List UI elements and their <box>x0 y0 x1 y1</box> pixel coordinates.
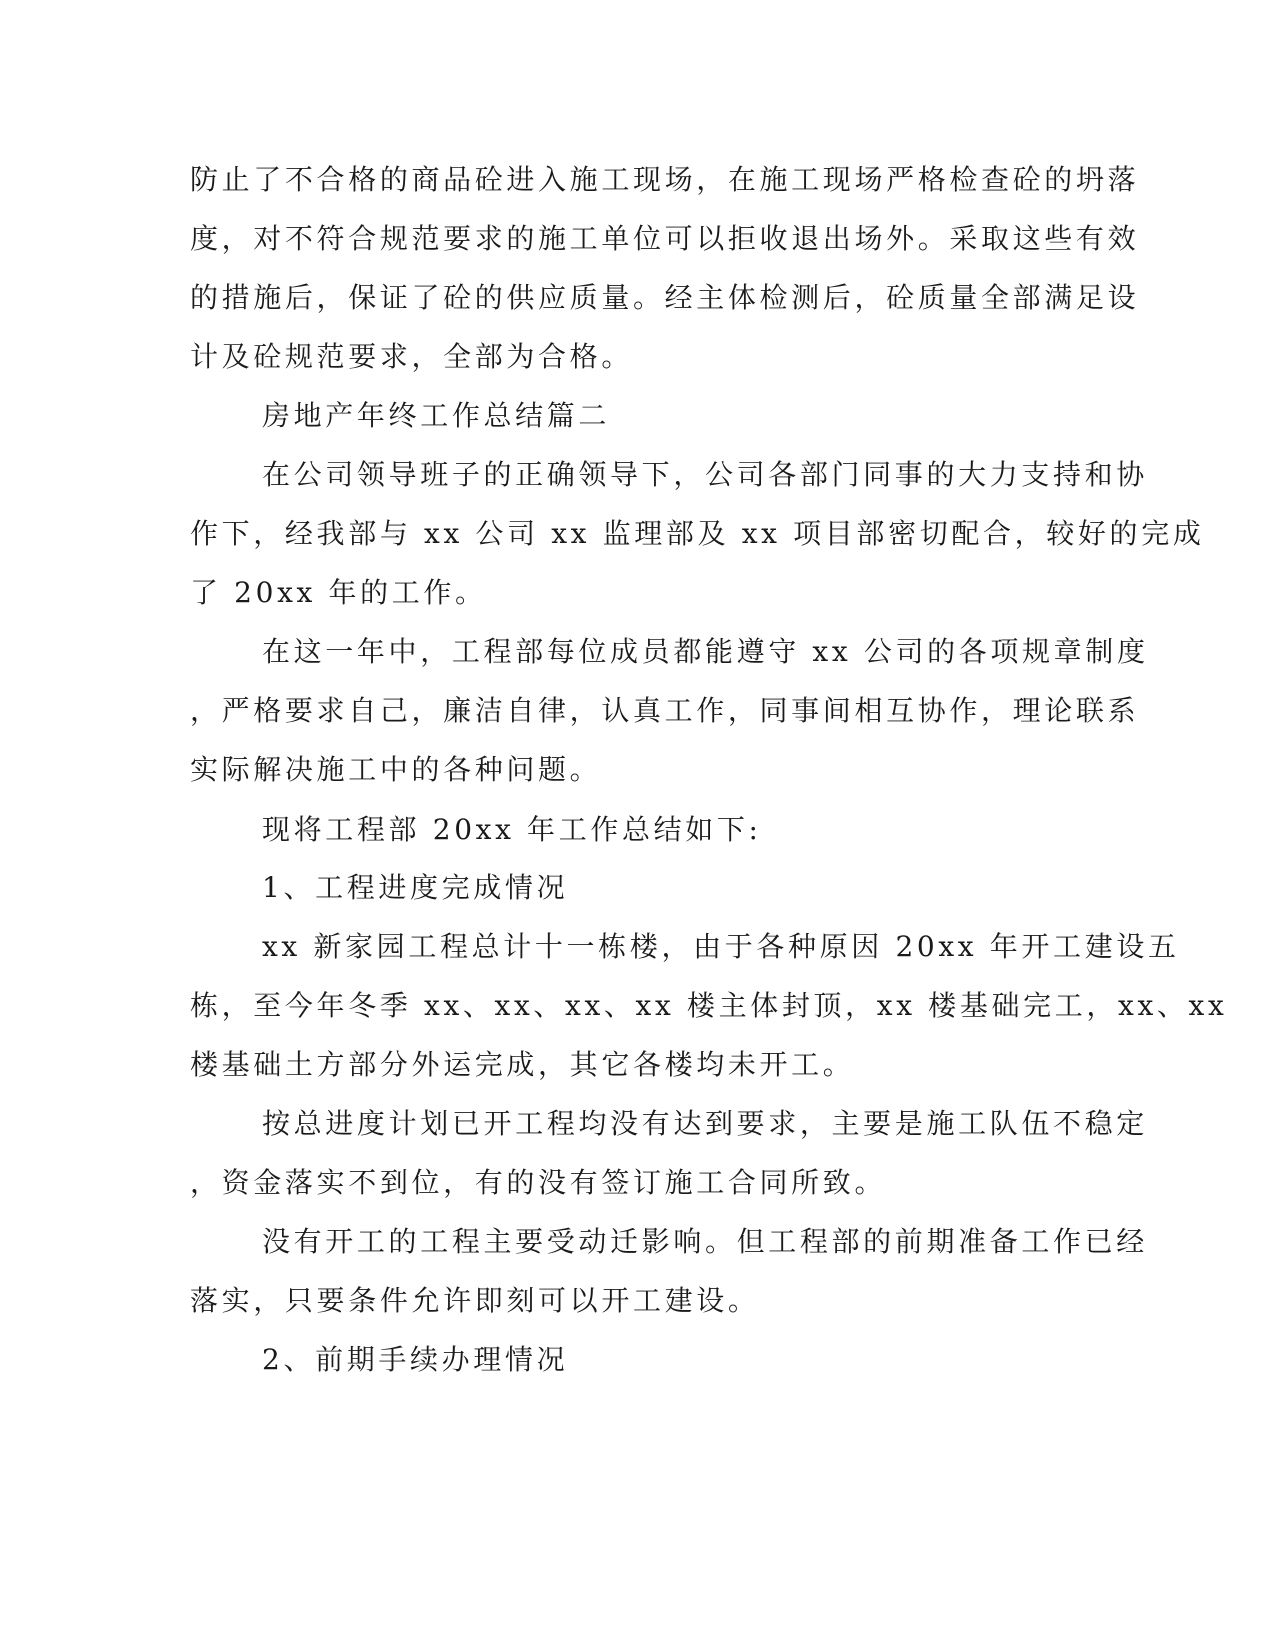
text-line: 在这一年中，工程部每位成员都能遵守 xx 公司的各项规章制度 <box>262 635 1149 668</box>
text-line: 现将工程部 20xx 年工作总结如下: <box>262 813 762 846</box>
text-line: 了 20xx 年的工作。 <box>190 576 487 609</box>
text-line: ，资金落实不到位，有的没有签订施工合同所致。 <box>190 1166 887 1199</box>
text-line: 实际解决施工中的各种问题。 <box>190 753 602 786</box>
text-line: 作下，经我部与 xx 公司 xx 监理部及 xx 项目部密切配合，较好的完成 <box>190 517 1205 550</box>
section-heading: 房地产年终工作总结篇二 <box>262 399 611 432</box>
text-line: 度，对不符合规范要求的施工单位可以拒收退出场外。采取这些有效 <box>190 222 1140 255</box>
text-line: 没有开工的工程主要受动迁影响。但工程部的前期准备工作已经 <box>262 1225 1148 1258</box>
text-line: 楼基础土方部分外运完成，其它各楼均未开工。 <box>190 1048 855 1081</box>
subsection-heading: 2、前期手续办理情况 <box>262 1343 569 1376</box>
text-line: 栋，至今年冬季 xx、xx、xx、xx 楼主体封顶，xx 楼基础完工，xx、xx <box>190 989 1228 1022</box>
text-line: 计及砼规范要求，全部为合格。 <box>190 340 633 373</box>
text-line: 的措施后，保证了砼的供应质量。经主体检测后，砼质量全部满足设 <box>190 281 1140 314</box>
text-line: 按总进度计划已开工程均没有达到要求，主要是施工队伍不稳定 <box>262 1107 1148 1140</box>
text-line: 落实，只要条件允许即刻可以开工建设。 <box>190 1284 760 1317</box>
subsection-heading: 1、工程进度完成情况 <box>262 871 569 904</box>
text-line: 在公司领导班子的正确领导下，公司各部门同事的大力支持和协 <box>262 458 1148 491</box>
text-line: ，严格要求自己，廉洁自律，认真工作，同事间相互协作，理论联系 <box>190 694 1140 727</box>
text-line: xx 新家园工程总计十一栋楼，由于各种原因 20xx 年开工建设五 <box>262 930 1180 963</box>
text-line: 防止了不合格的商品砼进入施工现场，在施工现场严格检查砼的坍落 <box>190 163 1140 196</box>
